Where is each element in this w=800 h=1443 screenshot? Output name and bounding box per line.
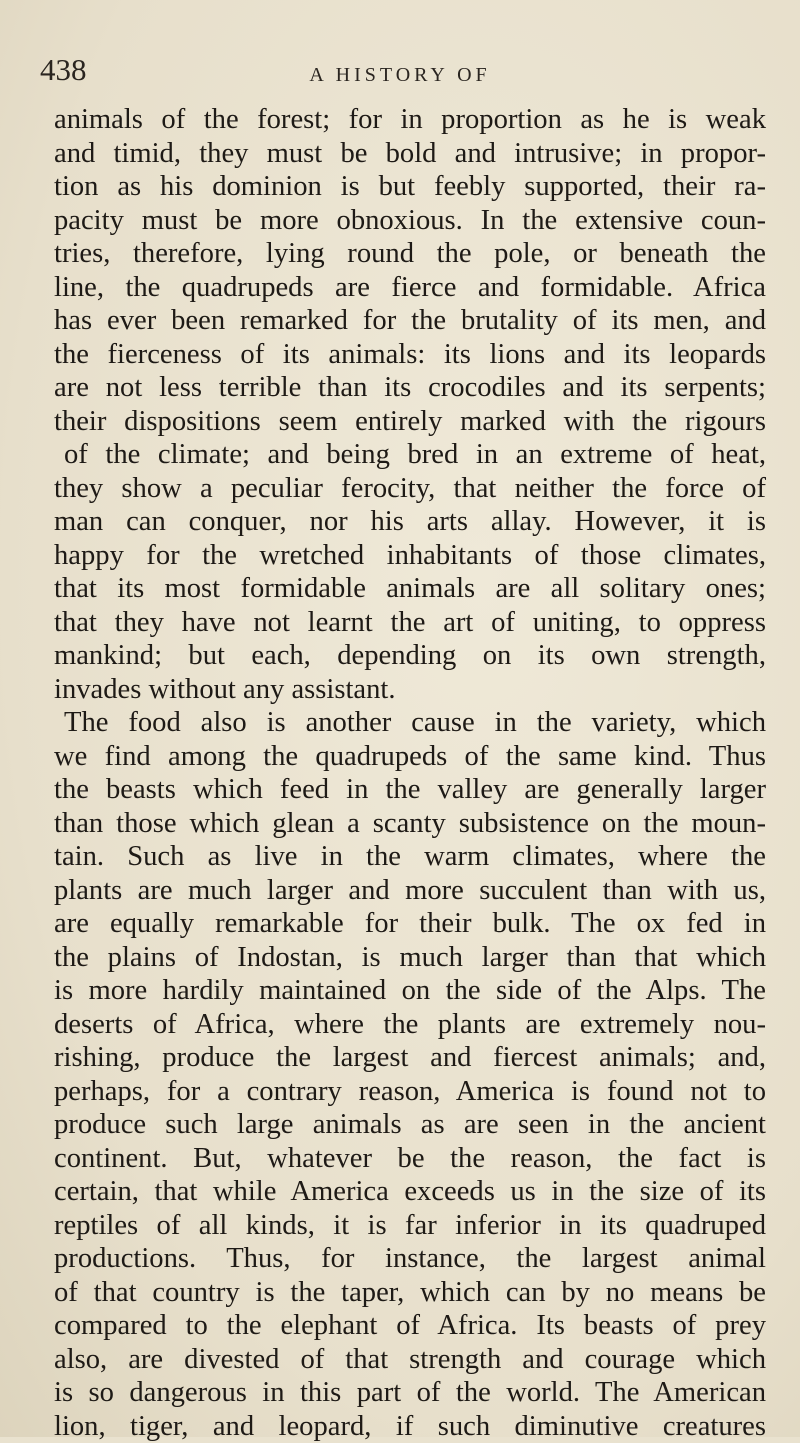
text-line: that its most formidable animals are all solitary ones; [54,572,766,606]
running-head: A HISTORY OF [0,64,800,87]
text-line: tion as his dominion is but feebly supported, their ra- [54,170,766,204]
page-number: 438 [40,52,87,88]
text-line: invades without any assistant. [54,673,766,707]
text-line: reptiles of all kinds, it is far inferior in its quadruped [54,1209,766,1243]
text-line: line, the quadrupeds are fierce and formidable. Africa [54,271,766,305]
text-line: man can conquer, nor his arts allay. However, it is [54,505,766,539]
text-line: the plains of Indostan, is much larger than that which [54,941,766,975]
text-line: and timid, they must be bold and intrusive; in propor- [54,137,766,171]
text-line: lion, tiger, and leopard, if such diminutive creatures [54,1410,766,1443]
text-line: happy for the wretched inhabitants of those climates, [54,539,766,573]
body-text [54,103,766,1443]
text-line: are not less terrible than its crocodiles and its serpents; [54,371,766,405]
text-line: the beasts which feed in the valley are generally larger [54,773,766,807]
text-line: of that country is the taper, which can by no means be [54,1276,766,1310]
text-line: tries, therefore, lying round the pole, or beneath the [54,237,766,271]
text-line: are equally remarkable for their bulk. The ox fed in [54,907,766,941]
page-header [0,52,800,92]
text-line: productions. Thus, for instance, the largest animal [54,1242,766,1276]
text-line: their dispositions seem entirely marked with the rigours [54,405,766,439]
text-line: they show a peculiar ferocity, that neither the force of [54,472,766,506]
text-line: is so dangerous in this part of the world. The American [54,1376,766,1410]
text-line: the fierceness of its animals: its lions and its leopards [54,338,766,372]
text-line: has ever been remarked for the brutality of its men, and [54,304,766,338]
text-line: perhaps, for a contrary reason, America is found not to [54,1075,766,1109]
text-line: pacity must be more obnoxious. In the extensive coun- [54,204,766,238]
paragraph-start-line: The food also is another cause in the variety, which [54,706,766,740]
text-line: mankind; but each, depending on its own strength, [54,639,766,673]
text-line: of the climate; and being bred in an extreme of heat, [54,438,766,472]
text-line: that they have not learnt the art of uniting, to oppress [54,606,766,640]
text-line: produce such large animals as are seen in the ancient [54,1108,766,1142]
text-line: than those which glean a scanty subsistence on the moun- [54,807,766,841]
text-line: compared to the elephant of Africa. Its beasts of prey [54,1309,766,1343]
text-line: also, are divested of that strength and courage which [54,1343,766,1377]
text-line: deserts of Africa, where the plants are extremely nou- [54,1008,766,1042]
text-line: is more hardily maintained on the side of the Alps. The [54,974,766,1008]
text-line: animals of the forest; for in proportion as he is weak [54,103,766,137]
text-line: certain, that while America exceeds us in the size of its [54,1175,766,1209]
text-line: tain. Such as live in the warm climates, where the [54,840,766,874]
text-line: continent. But, whatever be the reason, the fact is [54,1142,766,1176]
text-line: rishing, produce the largest and fiercest animals; and, [54,1041,766,1075]
text-line: we find among the quadrupeds of the same kind. Thus [54,740,766,774]
text-line: plants are much larger and more succulent than with us, [54,874,766,908]
